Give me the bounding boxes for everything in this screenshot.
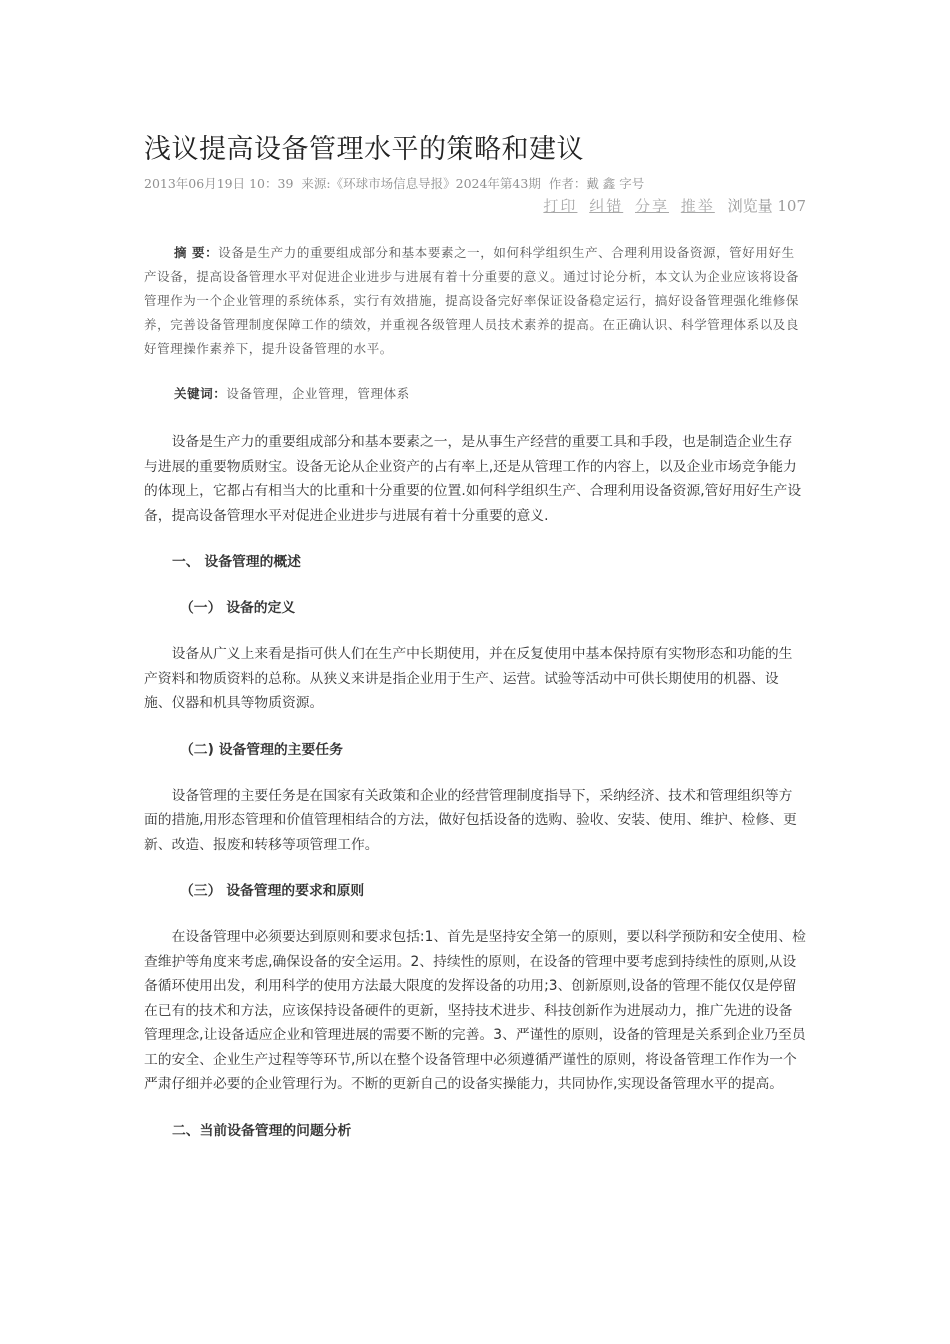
article	[144, 128, 806, 1143]
view-count: 浏览量 107	[727, 197, 806, 215]
article-author: 作者：戴 鑫 字号	[548, 176, 645, 191]
article-toolbar	[144, 195, 806, 217]
intro-paragraph: 设备是生产力的重要组成部分和基本要素之一，是从事生产经营的重要工具和手段，也是制造企业生存与进展的重要物质财宝。设备无论从企业资产的占有率上,还是从管理工作的内容上，以及企业市场竞争能力的体现上，它都占有相当大的比重和十分重要的位置.如何科学组织生产、合理利用设备资源,管好用好生产设备，提高设备管理水平对促进企业进步与进展有着十分重要的意义.	[144, 434, 802, 524]
section-1-1-heading: （一） 设备的定义	[180, 600, 296, 616]
section-1-2-heading: （二) 设备管理的主要任务	[180, 741, 343, 758]
section-1-3-paragraph: 在设备管理中必须要达到原则和要求包括:1、首先是坚持安全第一的原则，要以科学预防和安全使用、检查维护等角度来考虑,确保设备的安全运用。2、持续性的原则，在设备的管理中要考虑到持续性的原则,从设备循环使用出发，利用科学的使用方法最大限度的发挥设备的功用;3、创新原则,设备的管理不能仅仅是停留在已有的技术和方法，应该保持设备硬件的更新，坚持技术进步、科技创新作为进展动力，推广先进的设备管理理念,让设备适应企业和管理进展的需要不断的完善。3、严谨性的原则，设备的管理是关系到企业乃至员工的安全、企业生产过程等等环节,所以在整个设备管理中必须遵循严谨性的原则，将设备管理工作作为一个严肃仔细并必要的企业管理行为。不断的更新自己的设备实操能力，共同协作,实现设备管理水平的提高。	[144, 929, 806, 1092]
keywords-text: 设备管理，企业管理，管理体系	[226, 386, 410, 401]
article-source: 来源:《环球市场信息导报》2024年第43期	[301, 176, 541, 191]
share-link[interactable]: 分享	[635, 197, 670, 215]
recommend-link[interactable]: 推举	[680, 197, 715, 215]
keywords	[144, 382, 806, 406]
section-1-3-heading: （三） 设备管理的要求和原则	[180, 883, 365, 899]
section-1-2-paragraph: 设备管理的主要任务是在国家有关政策和企业的经营管理制度指导下，采纳经济、技术和管理组织等方面的措施,用形态管理和价值管理相结合的方法，做好包括设备的选购、验收、安装、使用、维护、检修、更新、改造、报废和转移等项管理工作。	[144, 787, 797, 853]
publish-date: 2013年06月19日 10：39	[144, 176, 294, 191]
abstract-text: 设备是生产力的重要组成部分和基本要素之一，如何科学组织生产、合理利用设备资源，管好用好生产设备，提高设备管理水平对促进企业进步与进展有着十分重要的意义。通过讨论分析，本文认为企业应该将设备管理作为一个企业管理的系统体系，实行有效措施，提高设备完好率保证设备稳定运行，搞好设备管理强化维修保养，完善设备管理制度保障工作的绩效，并重视各级管理人员技术素养的提高。在正确认识、科学管理体系以及良好管理操作素养下，提升设备管理的水平。	[144, 245, 800, 356]
keywords-label: 关键词：	[174, 386, 227, 401]
section-1-heading: 一、 设备管理的概述	[172, 554, 301, 570]
print-link[interactable]: 打印	[543, 197, 578, 215]
section-2-heading: 二、当前设备管理的问题分析	[172, 1122, 352, 1139]
article-meta	[144, 174, 806, 194]
section-1-1-paragraph: 设备从广义上来看是指可供人们在生产中长期使用，并在反复使用中基本保持原有实物形态和功能的生产资料和物质资料的总称。从狭义来讲是指企业用于生产、运营。试验等活动中可供长期使用的机器、设施、仪器和机具等物质资源。	[144, 646, 793, 711]
article-title: 浅议提高设备管理水平的策略和建议	[144, 134, 584, 165]
abstract-label: 摘 要：	[174, 245, 219, 260]
abstract	[144, 241, 806, 361]
report-error-link[interactable]: 纠错	[589, 197, 624, 215]
